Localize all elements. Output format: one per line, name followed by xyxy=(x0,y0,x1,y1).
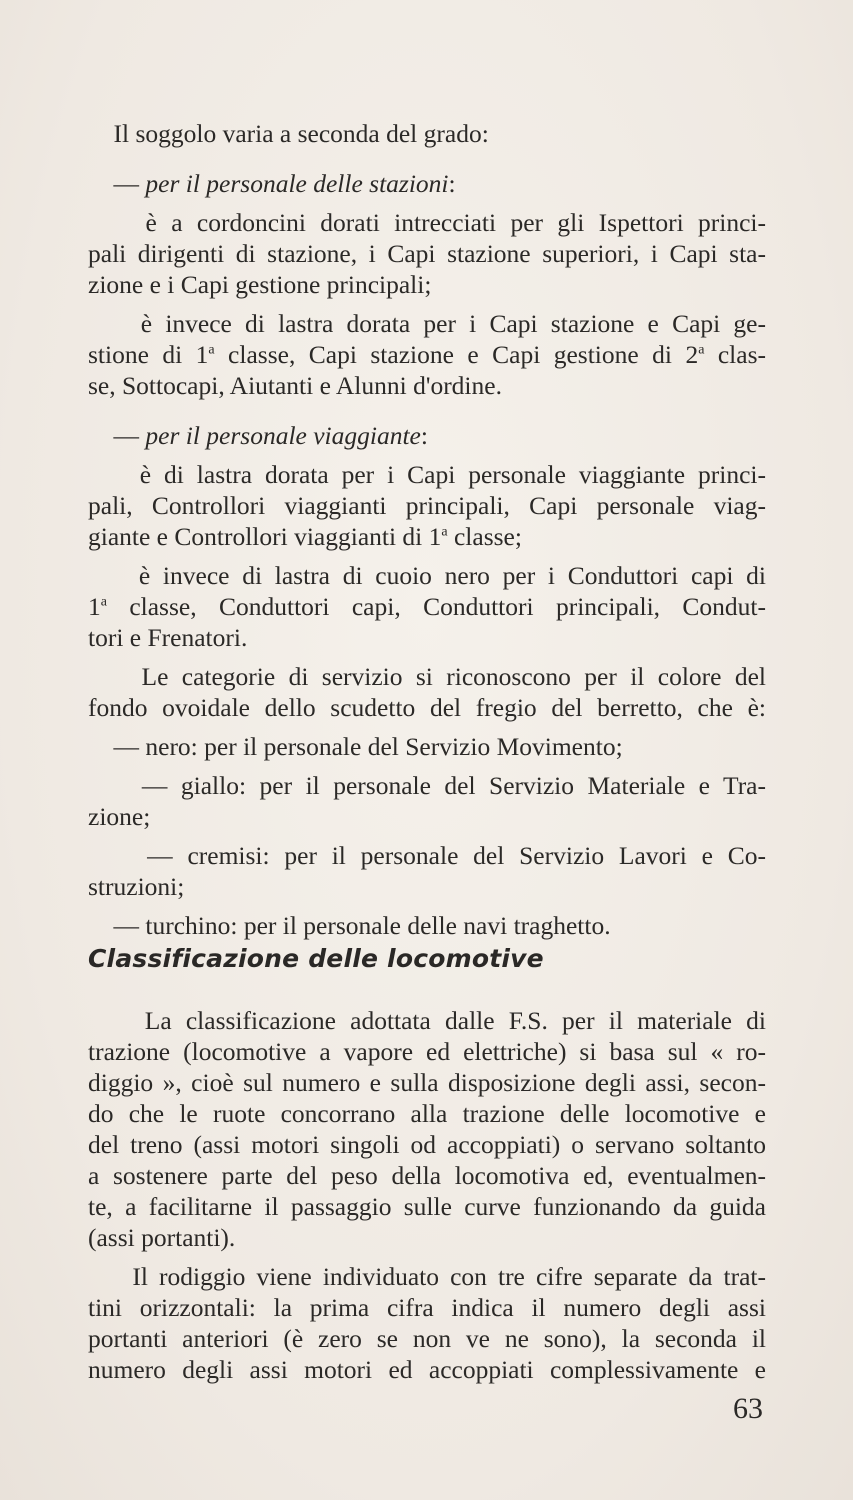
text-span: classe, Capi stazione e Capi gestione di 2 xyxy=(214,340,699,369)
paragraph xyxy=(88,560,766,653)
superscript: a xyxy=(698,342,705,358)
superscript: a xyxy=(208,342,215,358)
text-span: è a cordoncini dorati intrecciati per gli Ispettori princi- xyxy=(145,208,767,237)
paragraph xyxy=(88,207,766,300)
text-line xyxy=(88,459,766,490)
text-line xyxy=(88,1261,766,1292)
text-line: zione; xyxy=(88,802,151,831)
italic-label: per il personale viaggiante xyxy=(145,421,421,450)
list-item-nero xyxy=(88,731,766,762)
text-line: (assi portanti). xyxy=(88,1223,236,1252)
subheading-stazioni xyxy=(88,168,766,199)
hidden-paragraph xyxy=(0,0,1,1)
text-line xyxy=(88,1005,766,1036)
body-text-section-2 xyxy=(88,1005,766,1385)
text-span: stione di 1 xyxy=(88,340,209,369)
text-line: zione e i Capi gestione principali; xyxy=(88,270,432,299)
text-span: Le categorie di servizio si riconoscono per il colore del xyxy=(141,662,766,691)
text-span: — nero: per il personale del Servizio Movimento; xyxy=(113,732,623,761)
paragraph xyxy=(88,661,766,723)
colon: : xyxy=(448,169,456,198)
paragraph xyxy=(88,459,766,552)
text-span: — giallo: per il personale del Servizio Materiale e Tra- xyxy=(141,771,766,800)
text-line: a sostenere parte del peso della locomotiva ed, eventualmen- xyxy=(88,1161,766,1190)
page-number: 63 xyxy=(733,1392,763,1425)
text-line: struzioni; xyxy=(88,872,185,901)
text-span: Il rodiggio viene individuato con tre cifre separate da trat- xyxy=(132,1262,766,1291)
text-span: — cremisi: per il personale del Servizio Lavori e Co- xyxy=(147,841,766,870)
text-line xyxy=(88,560,766,591)
text-line xyxy=(88,591,766,622)
text-line xyxy=(88,521,766,552)
text-line: portanti anteriori (è zero se non ve ne sono), la seconda il xyxy=(88,1324,766,1353)
paragraph xyxy=(88,1261,766,1385)
text-span: giante e Controllori viaggianti di 1 xyxy=(88,522,442,551)
text-span: — turchino: per il personale delle navi traghetto. xyxy=(113,911,611,940)
text-line: tini orizzontali: la prima cifra indica il numero degli assi xyxy=(88,1293,766,1322)
subheading-viaggiante xyxy=(88,420,766,451)
paragraph xyxy=(88,308,766,401)
text-line xyxy=(88,339,766,370)
colon: : xyxy=(420,421,428,450)
text-span: è invece di lastra dorata per i Capi stazione e Capi ge- xyxy=(140,309,766,338)
text-span: clas- xyxy=(704,340,767,369)
text-line: trazione (locomotive a vapore ed elettriche) si basa sul « ro- xyxy=(88,1037,766,1066)
text-line: del treno (assi motori singoli od accoppiati) o servano soltanto xyxy=(88,1130,766,1159)
list-item-turchino xyxy=(88,910,766,941)
paragraph xyxy=(88,1005,766,1253)
text-span: classe; xyxy=(447,522,522,551)
list-item-cremisi xyxy=(88,840,766,902)
text-line: Il soggolo varia a seconda del grado: xyxy=(113,119,489,148)
text-line: diggio », cioè sul numero e sulla disposizione degli assi, secon- xyxy=(88,1068,766,1097)
text-line: pali, Controllori viaggianti principali, Capi personale viag- xyxy=(88,491,766,520)
text-line: do che le ruote concorrano alla trazione delle locomotive e xyxy=(88,1099,766,1128)
text-line xyxy=(88,661,766,692)
superscript: a xyxy=(441,524,448,540)
superscript: a xyxy=(100,594,107,610)
text-line: numero degli assi motori ed accoppiati complessivamente e xyxy=(88,1355,766,1384)
text-span: La classificazione adottata dalle F.S. per il materiale di xyxy=(144,1006,767,1035)
text-line: se, Sottocapi, Aiutanti e Alunni d'ordine. xyxy=(88,371,502,400)
italic-label: per il personale delle stazioni xyxy=(145,169,449,198)
text-line: te, a facilitarne il passaggio sulle curve funzionando da guida xyxy=(88,1192,766,1221)
text-line: fondo ovoidale dello scudetto del fregio del berretto, che è: xyxy=(88,693,766,722)
text-span: è invece di lastra di cuoio nero per i Conduttori capi di xyxy=(138,561,766,590)
text-span: è di lastra dorata per i Capi personale viaggiante princi- xyxy=(139,460,767,489)
text-line xyxy=(88,840,766,871)
body-text-section-1 xyxy=(88,118,766,941)
text-line xyxy=(88,770,766,801)
dash: — xyxy=(113,169,146,198)
text-line xyxy=(88,308,766,339)
text-span: classe, Conduttori capi, Conduttori principali, Condut- xyxy=(106,592,766,621)
paragraph xyxy=(88,118,766,149)
list-item-giallo xyxy=(88,770,766,832)
section-heading: Classificazione delle locomotive xyxy=(88,944,544,973)
text-span: 1 xyxy=(88,592,101,621)
text-line: tori e Frenatori. xyxy=(88,623,248,652)
text-line: pali dirigenti di stazione, i Capi stazione superiori, i Capi sta- xyxy=(88,239,766,268)
text-line xyxy=(88,207,766,238)
dash: — xyxy=(113,421,146,450)
